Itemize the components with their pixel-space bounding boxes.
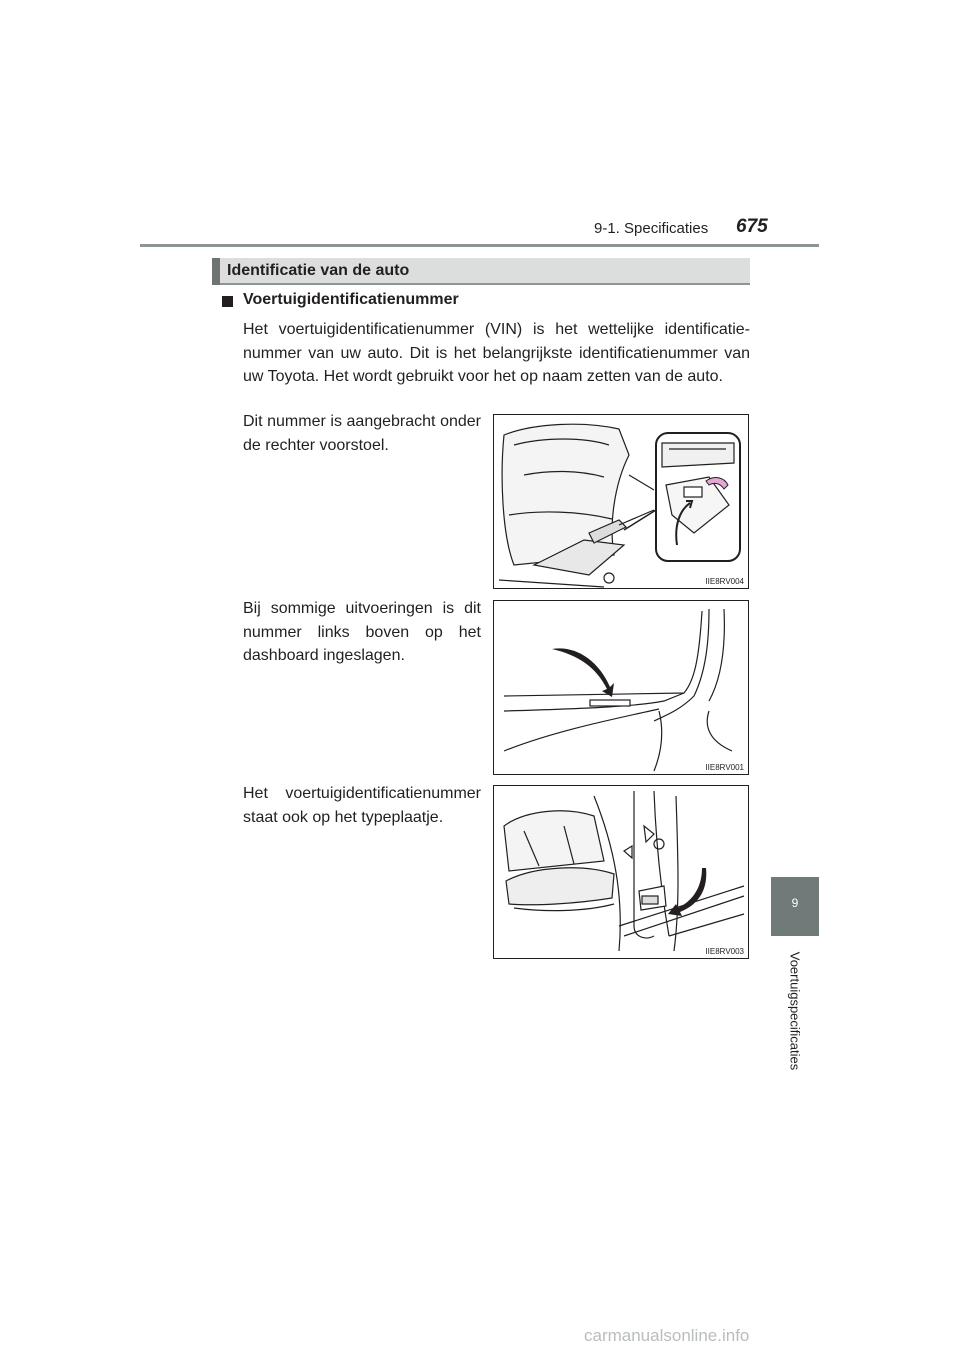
- item-text-typeplate: Het voertuigidentificatienummer staat ook op het typeplaatje.: [243, 785, 481, 826]
- seat-illustration: [494, 415, 748, 588]
- header-rule: [140, 244, 819, 247]
- figure-typeplate: [493, 785, 749, 959]
- figure-code-typeplate: IIE8RV003: [705, 947, 744, 956]
- figure-code-seat: IIE8RV004: [705, 577, 744, 586]
- chapter-tab-number: 9: [791, 896, 799, 910]
- figure-dashboard: [493, 600, 749, 775]
- dashboard-illustration: [494, 601, 748, 774]
- page-number: 675: [736, 216, 768, 237]
- figure-seat: [493, 414, 749, 589]
- chapter-tab-label: [780, 943, 810, 1078]
- item-text-dashboard: Bij sommige uitvoeringen is dit nummer links boven op het dashboard ingeslagen.: [243, 600, 481, 664]
- subsection-title: Voertuigidentificatienummer: [243, 291, 459, 308]
- header-section: 9-1. Specificaties: [594, 220, 709, 237]
- item-text-seat: Dit nummer is aangebracht onder de rechter voorstoel.: [243, 413, 481, 454]
- watermark: carmanualsonline.info: [584, 1326, 750, 1345]
- figure-code-dashboard: IIE8RV001: [705, 763, 744, 772]
- section-title-marker: [212, 258, 220, 285]
- door-pillar-illustration: [494, 786, 748, 958]
- intro-paragraph: Het voertuigidentificatienummer (VIN) is het wettelijke identificatie-nummer van uw auto. Dit is het belangrijkste identificatienummer van uw Toyota. Het wordt gebruikt voor het op naam zetten van de auto.: [243, 321, 750, 385]
- section-title: Identificatie van de auto: [227, 262, 410, 279]
- square-bullet-icon: [222, 296, 233, 307]
- chapter-tab-label-text: Voertuigspecificaties: [787, 951, 803, 1070]
